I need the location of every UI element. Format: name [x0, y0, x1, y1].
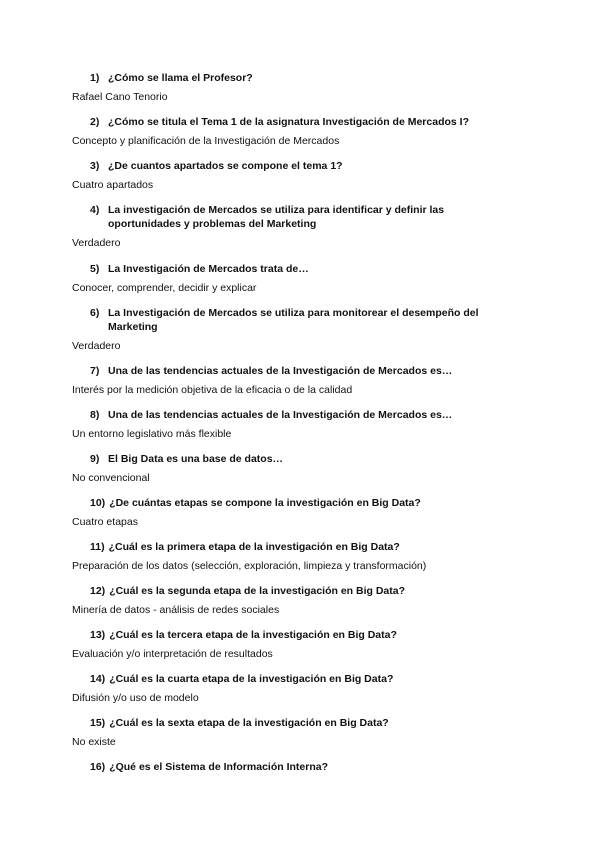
- qa-item-6: [0, 306, 600, 353]
- qa-item-14: [0, 672, 600, 705]
- question: [90, 672, 510, 686]
- question: [90, 364, 510, 378]
- question-number: 5): [90, 263, 100, 275]
- answer-text: Preparación de los datos (selección, exploración, limpieza y transformación): [72, 560, 427, 572]
- qa-item-11: [0, 540, 600, 573]
- question: [90, 408, 510, 422]
- qa-item-5: [0, 262, 600, 295]
- question-text: El Big Data es una base de datos…: [108, 453, 284, 465]
- question-text: ¿Cuál es la sexta etapa de la investigación en Big Data?: [109, 717, 389, 729]
- answer-text: Difusión y/o uso de modelo: [72, 692, 199, 704]
- question: [90, 584, 510, 598]
- question-text: ¿Cuál es la tercera etapa de la investigación en Big Data?: [109, 629, 397, 641]
- question-number: 3): [90, 160, 100, 172]
- answer-text: No existe: [72, 736, 116, 748]
- question-text: ¿Cómo se titula el Tema 1 de la asignatura Investigación de Mercados I?: [108, 116, 469, 128]
- answer-text: Rafael Cano Tenorio: [72, 91, 168, 103]
- question-number: 2): [90, 116, 100, 128]
- qa-item-16: [0, 760, 600, 774]
- question-number: 8): [90, 409, 100, 421]
- answer-text: Un entorno legislativo más flexible: [72, 428, 232, 440]
- question-number: 14): [90, 673, 106, 685]
- question-text: Una de las tendencias actuales de la Investigación de Mercados es…: [108, 409, 453, 421]
- question-number: 7): [90, 365, 100, 377]
- question-text: ¿Cuál es la cuarta etapa de la investigación en Big Data?: [109, 673, 394, 685]
- qa-item-12: [0, 584, 600, 617]
- question-text: ¿Qué es el Sistema de Información Interna?: [109, 761, 328, 773]
- question-text: ¿De cuantos apartados se compone el tema 1?: [108, 160, 343, 172]
- answer-text: Evaluación y/o interpretación de resultados: [72, 648, 273, 660]
- answer-text: No convencional: [72, 472, 150, 484]
- question-text: Una de las tendencias actuales de la Investigación de Mercados es…: [108, 365, 453, 377]
- qa-item-3: [0, 159, 600, 192]
- question: [90, 716, 510, 730]
- question-number: 13): [90, 629, 106, 641]
- question-number: 10): [90, 497, 106, 509]
- question: [90, 159, 510, 173]
- question-number: 4): [90, 204, 100, 216]
- answer-text: Verdadero: [72, 237, 121, 249]
- question-text: La Investigación de Mercados se utiliza para monitorear el desempeño del Marketing: [108, 307, 479, 333]
- question-text: La investigación de Mercados se utiliza para identificar y definir las oportunidades y problemas del Marketing: [108, 204, 445, 230]
- qa-item-10: [0, 496, 600, 529]
- question-number: 12): [90, 585, 106, 597]
- question-number: 16): [90, 761, 106, 773]
- question-number: 11): [90, 541, 105, 553]
- qa-item-4: [0, 203, 600, 250]
- question: [90, 496, 510, 510]
- question: [90, 203, 510, 231]
- question-text: La Investigación de Mercados trata de…: [108, 263, 309, 275]
- question: [90, 760, 510, 774]
- qa-item-13: [0, 628, 600, 661]
- question-number: 9): [90, 453, 100, 465]
- question-text: ¿Cuál es la segunda etapa de la investigación en Big Data?: [109, 585, 406, 597]
- answer-text: Conocer, comprender, decidir y explicar: [72, 282, 257, 294]
- question: [90, 540, 510, 554]
- question-number: 15): [90, 717, 106, 729]
- answer-text: Minería de datos - análisis de redes sociales: [72, 604, 280, 616]
- qa-item-9: [0, 452, 600, 485]
- question-text: ¿De cuántas etapas se compone la investigación en Big Data?: [109, 497, 421, 509]
- question: [90, 628, 510, 642]
- answer-text: Verdadero: [72, 340, 121, 352]
- question-number: 6): [90, 307, 100, 319]
- question-number: 1): [90, 72, 100, 84]
- qa-item-2: [0, 115, 600, 148]
- qa-item-7: [0, 364, 600, 397]
- question: [90, 306, 510, 334]
- qa-item-1: [0, 71, 600, 104]
- qa-item-8: [0, 408, 600, 441]
- answer-text: Interés por la medición objetiva de la eficacia o de la calidad: [72, 384, 353, 396]
- question: [90, 115, 510, 129]
- answer-text: Cuatro apartados: [72, 179, 154, 191]
- answer-text: Cuatro etapas: [72, 516, 138, 528]
- answer-text: Concepto y planificación de la Investigación de Mercados: [72, 135, 340, 147]
- question-text: ¿Cómo se llama el Profesor?: [108, 72, 253, 84]
- question: [90, 71, 510, 85]
- question-text: ¿Cuál es la primera etapa de la investigación en Big Data?: [108, 541, 400, 553]
- question: [90, 452, 510, 466]
- qa-item-15: [0, 716, 600, 749]
- question: [90, 262, 510, 276]
